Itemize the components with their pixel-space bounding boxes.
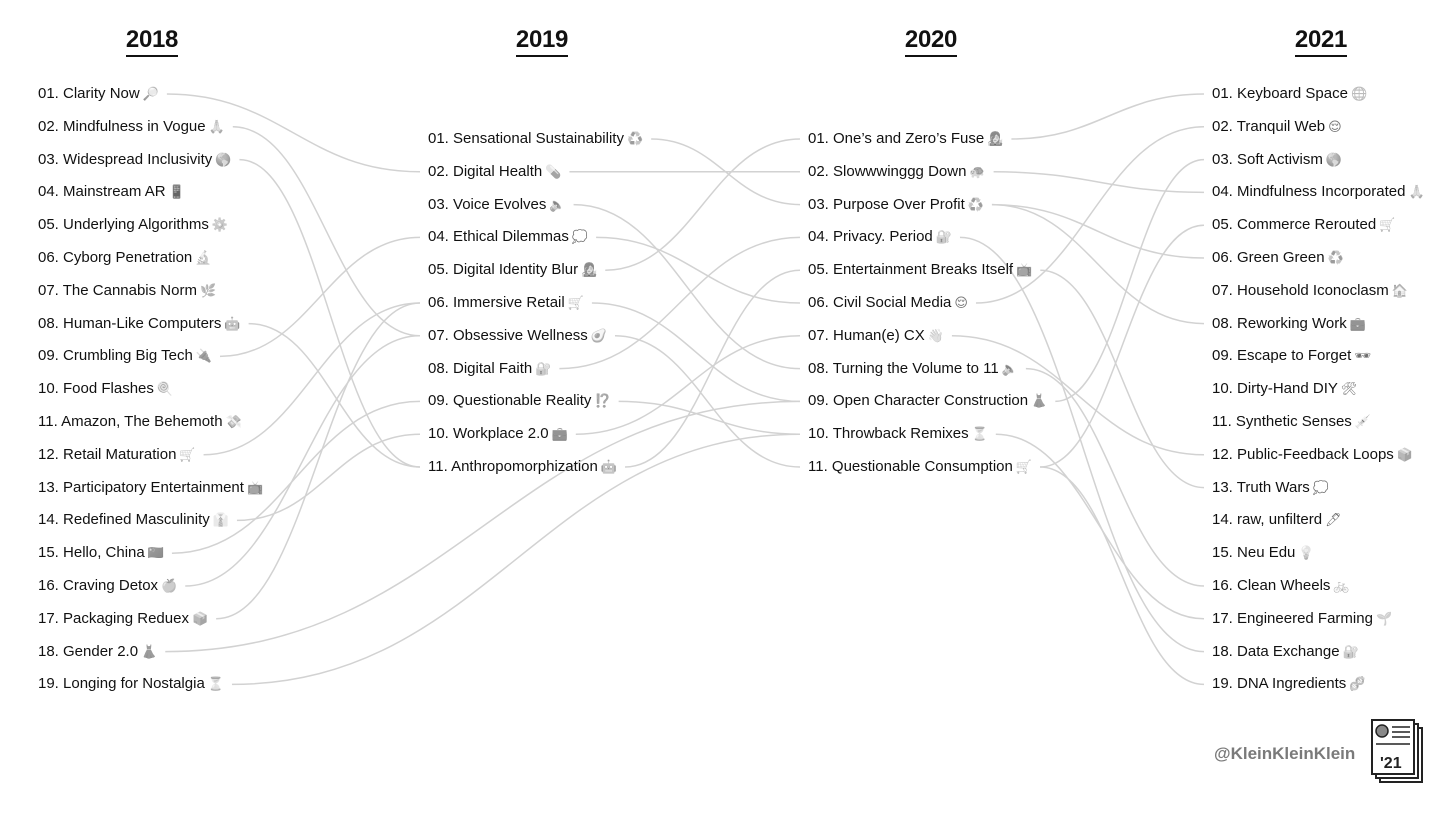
trend-emoji-icon: 🚲	[1333, 578, 1350, 593]
trend-emoji-icon: 💼	[551, 426, 568, 442]
trend-label: 04. Mainstream AR	[38, 183, 166, 201]
trend-item	[1212, 609, 1392, 629]
trend-label: 02. Slowwwinggg Down	[808, 162, 967, 180]
trend-item	[1212, 379, 1357, 399]
trend-label: 10. Throwback Remixes	[808, 425, 969, 443]
trend-label: 03. Voice Evolves	[428, 195, 547, 213]
trend-label: 05. Commerce Rerouted	[1212, 216, 1377, 234]
trend-connector-line	[960, 237, 1204, 651]
trend-label: 01. Keyboard Space	[1212, 85, 1348, 102]
trend-item	[428, 129, 643, 149]
trend-label: 19. DNA Ingredients	[1212, 675, 1347, 693]
trend-emoji-icon: 💼	[1349, 315, 1366, 331]
trend-item	[428, 326, 607, 346]
trend-label: 08. Reworking Work	[1212, 314, 1347, 332]
trend-item	[38, 150, 231, 170]
trend-label: 19. Longing for Nostalgia	[38, 675, 205, 693]
trend-emoji-icon: 👋	[927, 327, 944, 343]
year-heading-2020: 2020	[871, 26, 991, 57]
trend-emoji-icon: 🌐	[1350, 86, 1368, 101]
trend-item	[1212, 314, 1366, 334]
trend-item	[1212, 182, 1425, 202]
trend-emoji-icon: 🔌	[195, 348, 212, 364]
trend-label: 10. Food Flashes	[38, 380, 154, 398]
trend-item	[1212, 215, 1395, 235]
trend-item	[38, 117, 225, 137]
trend-item	[38, 84, 159, 104]
trend-emoji-icon: 🛒	[567, 295, 584, 310]
trend-label: 05. Entertainment Breaks Itself	[808, 261, 1014, 279]
trend-label: 06. Green Green	[1212, 249, 1325, 266]
trend-label: 08. Turning the Volume to 11	[808, 359, 999, 377]
trend-item	[1212, 543, 1315, 563]
trend-item	[808, 260, 1032, 280]
trend-item	[428, 195, 566, 215]
trend-item	[1212, 248, 1344, 268]
trend-item	[38, 576, 177, 596]
trend-emoji-icon: 🔎	[142, 86, 159, 101]
trend-label: 11. Anthropomorphization	[428, 458, 598, 475]
trend-label: 05. Underlying Algorithms	[38, 216, 209, 234]
trend-label: 02. Mindfulness in Vogue	[38, 117, 206, 135]
trend-connector-line	[185, 336, 420, 586]
trend-item	[38, 543, 164, 563]
trend-item	[1212, 281, 1408, 301]
trend-emoji-icon: 📺	[1016, 262, 1033, 278]
trend-emoji-icon: 👩‍🎤	[581, 262, 598, 278]
trend-label: 18. Data Exchange	[1212, 642, 1340, 660]
trend-item	[808, 359, 1018, 379]
trend-item	[38, 379, 173, 399]
trend-emoji-icon: 💭	[571, 229, 589, 245]
trend-label: 04. Ethical Dilemmas	[428, 228, 569, 246]
trend-item	[1212, 346, 1371, 366]
trend-item	[428, 457, 617, 477]
trend-item	[38, 674, 224, 694]
trend-emoji-icon: 🛒	[1379, 217, 1396, 233]
trend-item	[428, 424, 568, 444]
newsletter-logo-icon	[1370, 718, 1426, 786]
trend-label: 08. Digital Faith	[428, 359, 533, 377]
trend-item	[1212, 576, 1350, 596]
trend-connector-line	[625, 270, 800, 467]
trend-emoji-icon: 🌿	[199, 282, 217, 298]
trend-item	[38, 478, 263, 498]
trend-emoji-icon: 🖊	[1325, 512, 1342, 528]
trend-emoji-icon: 👗	[141, 643, 158, 659]
trend-item	[38, 215, 228, 235]
trend-emoji-icon: 📦	[1396, 446, 1413, 462]
trend-item	[1212, 445, 1413, 465]
trend-emoji-icon: 🔬	[195, 250, 212, 265]
trend-item	[38, 609, 208, 629]
trend-item	[38, 248, 211, 268]
logo-text: '21	[1380, 755, 1402, 772]
trend-item	[1212, 642, 1359, 662]
trend-item	[38, 642, 157, 662]
trend-label: 16. Clean Wheels	[1212, 577, 1331, 594]
trend-emoji-icon: 🙏	[208, 118, 225, 134]
trend-connector-line	[992, 205, 1204, 258]
trend-item	[428, 162, 561, 182]
trend-label: 13. Participatory Entertainment	[38, 478, 244, 496]
trend-item	[428, 391, 611, 411]
trend-label: 01. Sensational Sustainability	[428, 130, 624, 147]
trend-emoji-icon: 💸	[225, 414, 242, 429]
trend-label: 06. Civil Social Media	[808, 294, 952, 311]
author-credit: @KleinKleinKlein	[1214, 744, 1356, 763]
trend-emoji-icon: 💊	[545, 163, 562, 179]
trend-label: 07. Household Iconoclasm	[1212, 281, 1389, 299]
trend-label: 13. Truth Wars	[1212, 478, 1310, 496]
trend-emoji-icon: 🕶	[1354, 348, 1371, 364]
trend-label: 09. Crumbling Big Tech	[38, 347, 193, 365]
trend-emoji-icon: 🛒	[1015, 459, 1033, 474]
trend-connector-line	[249, 324, 420, 467]
trend-label: 17. Engineered Farming	[1212, 609, 1373, 627]
trend-label: 04. Privacy. Period	[808, 228, 933, 246]
trend-label: 11. Amazon, The Behemoth	[38, 413, 223, 430]
trend-label: 17. Packaging Reduex	[38, 609, 189, 627]
trend-emoji-icon: 🔐	[1342, 643, 1359, 659]
trend-emoji-icon: 🌱	[1375, 610, 1393, 626]
trend-connector-line	[605, 139, 800, 270]
trend-label: 16. Craving Detox	[38, 577, 159, 594]
trend-connector-line	[615, 336, 800, 467]
trend-emoji-icon: 🤖	[224, 315, 241, 331]
trend-item	[428, 359, 551, 379]
year-heading-2018: 2018	[92, 26, 212, 57]
trend-label: 06. Cyborg Penetration	[38, 249, 193, 266]
trend-label: 12. Retail Maturation	[38, 445, 177, 463]
trend-label: 05. Digital Identity Blur	[428, 261, 579, 279]
trend-item	[38, 314, 241, 334]
trend-item	[38, 346, 212, 366]
trend-label: 02. Tranquil Web	[1212, 117, 1326, 135]
trend-label: 14. Redefined Masculinity	[38, 511, 210, 529]
trend-label: 06. Immersive Retail	[428, 294, 565, 311]
trend-item	[1212, 510, 1342, 530]
trend-item	[428, 293, 584, 313]
trend-emoji-icon: ♻️	[626, 131, 644, 146]
trend-emoji-icon: 🔈	[549, 196, 566, 212]
trend-emoji-icon: ⚙️	[211, 217, 229, 233]
trend-item	[38, 412, 242, 432]
trend-item	[808, 293, 968, 313]
trend-label: 01. Clarity Now	[38, 85, 140, 102]
trend-label: 15. Neu Edu	[1212, 544, 1296, 562]
trend-item	[808, 424, 988, 444]
year-heading-2019: 2019	[482, 26, 602, 57]
trend-item	[808, 391, 1047, 411]
trend-connector-line	[596, 237, 800, 303]
trend-emoji-icon: 👩‍🎤	[987, 131, 1004, 146]
trend-label: 03. Purpose Over Profit	[808, 195, 965, 213]
trend-emoji-icon: 🔐	[535, 360, 552, 376]
trend-item	[808, 129, 1003, 149]
trend-label: 07. Obsessive Wellness	[428, 326, 588, 344]
trend-emoji-icon: 🐢	[969, 163, 986, 179]
trend-item	[1212, 674, 1365, 694]
trend-emoji-icon: 🔐	[935, 229, 952, 245]
trend-emoji-icon: 📦	[191, 610, 209, 626]
trend-emoji-icon: 🤖	[600, 459, 618, 474]
trend-item	[428, 227, 588, 247]
trend-emoji-icon: 💡	[1298, 545, 1315, 561]
trend-emoji-icon: ⁉️	[594, 393, 611, 409]
trend-item	[1212, 84, 1367, 104]
trend-label: 04. Mindfulness Incorporated	[1212, 183, 1406, 201]
trend-label: 02. Digital Health	[428, 162, 543, 180]
trend-emoji-icon: 🛠	[1340, 381, 1358, 397]
trend-connector-line	[216, 303, 420, 619]
trend-emoji-icon: 🇨🇳	[147, 545, 164, 561]
trend-emoji-icon: ♻️	[1327, 250, 1344, 265]
trend-label: 14. raw, unfilterd	[1212, 511, 1323, 529]
trend-emoji-icon: 🔈	[1001, 360, 1018, 376]
trend-item	[1212, 150, 1342, 170]
trend-emoji-icon: 💉	[1354, 414, 1371, 429]
trend-label: 07. Human(e) CX	[808, 326, 925, 344]
trend-item	[38, 281, 216, 301]
trend-emoji-icon: ⏳	[207, 676, 224, 692]
trend-emoji-icon: 😌	[1328, 118, 1342, 134]
trend-label: 10. Workplace 2.0	[428, 425, 549, 443]
trend-item	[38, 510, 229, 530]
trend-item	[808, 457, 1032, 477]
trend-connector-line	[237, 434, 420, 520]
trend-emoji-icon: 📺	[246, 479, 264, 495]
trend-label: 03. Widespread Inclusivity	[38, 150, 213, 168]
trend-label: 09. Questionable Reality	[428, 392, 592, 410]
trend-emoji-icon: 🙏	[1408, 184, 1425, 200]
trend-item	[38, 445, 196, 465]
trend-label: 01. One’s and Zero’s Fuse	[808, 130, 985, 147]
trend-label: 07. The Cannabis Norm	[38, 281, 197, 299]
trend-emoji-icon: 👗	[1031, 393, 1048, 409]
trend-item	[1212, 412, 1371, 432]
trend-connector-line	[1040, 467, 1204, 684]
trend-label: 18. Gender 2.0	[38, 642, 139, 660]
trend-emoji-icon: ♻️	[967, 196, 984, 212]
trend-connector-line	[1040, 225, 1204, 467]
trend-connector-line	[576, 336, 800, 434]
trend-emoji-icon: 🧬	[1349, 676, 1366, 692]
trend-item	[808, 227, 952, 247]
trend-label: 11. Synthetic Senses	[1212, 413, 1352, 430]
trend-label: 08. Human-Like Computers	[38, 314, 222, 332]
trend-emoji-icon: 👔	[212, 512, 229, 528]
trend-emoji-icon: 🍭	[156, 381, 174, 397]
year-heading-2021: 2021	[1261, 26, 1381, 57]
trend-label: 09. Open Character Construction	[808, 392, 1029, 410]
trend-connector-line	[994, 172, 1204, 193]
trend-connector-line	[1055, 160, 1204, 402]
trend-emoji-icon: 🥑	[590, 327, 607, 343]
trend-connector-line	[220, 237, 420, 356]
trend-emoji-icon: 🏠	[1391, 282, 1408, 298]
trend-item	[808, 326, 944, 346]
trend-emoji-icon: ⏳	[971, 426, 988, 442]
trend-item	[1212, 117, 1342, 137]
trend-label: 15. Hello, China	[38, 544, 145, 562]
trend-item	[808, 195, 984, 215]
trend-emoji-icon: 😌	[954, 295, 968, 310]
trend-item	[1212, 478, 1329, 498]
trend-label: 10. Dirty-Hand DIY	[1212, 380, 1338, 398]
trend-emoji-icon: 🍏	[161, 578, 178, 593]
trend-emoji-icon: 🌎	[1325, 151, 1343, 167]
trend-emoji-icon: 📱	[168, 184, 185, 200]
trend-label: 09. Escape to Forget	[1212, 347, 1352, 365]
trend-label: 11. Questionable Consumption	[808, 458, 1013, 475]
trend-item	[808, 162, 986, 182]
trend-item	[38, 182, 185, 202]
trend-item	[428, 260, 597, 280]
trend-emoji-icon: 🌎	[215, 151, 232, 167]
trend-label: 12. Public-Feedback Loops	[1212, 445, 1394, 463]
trend-emoji-icon: 🛒	[179, 446, 196, 462]
trend-emoji-icon: 💭	[1312, 479, 1329, 495]
trend-label: 03. Soft Activism	[1212, 150, 1323, 168]
